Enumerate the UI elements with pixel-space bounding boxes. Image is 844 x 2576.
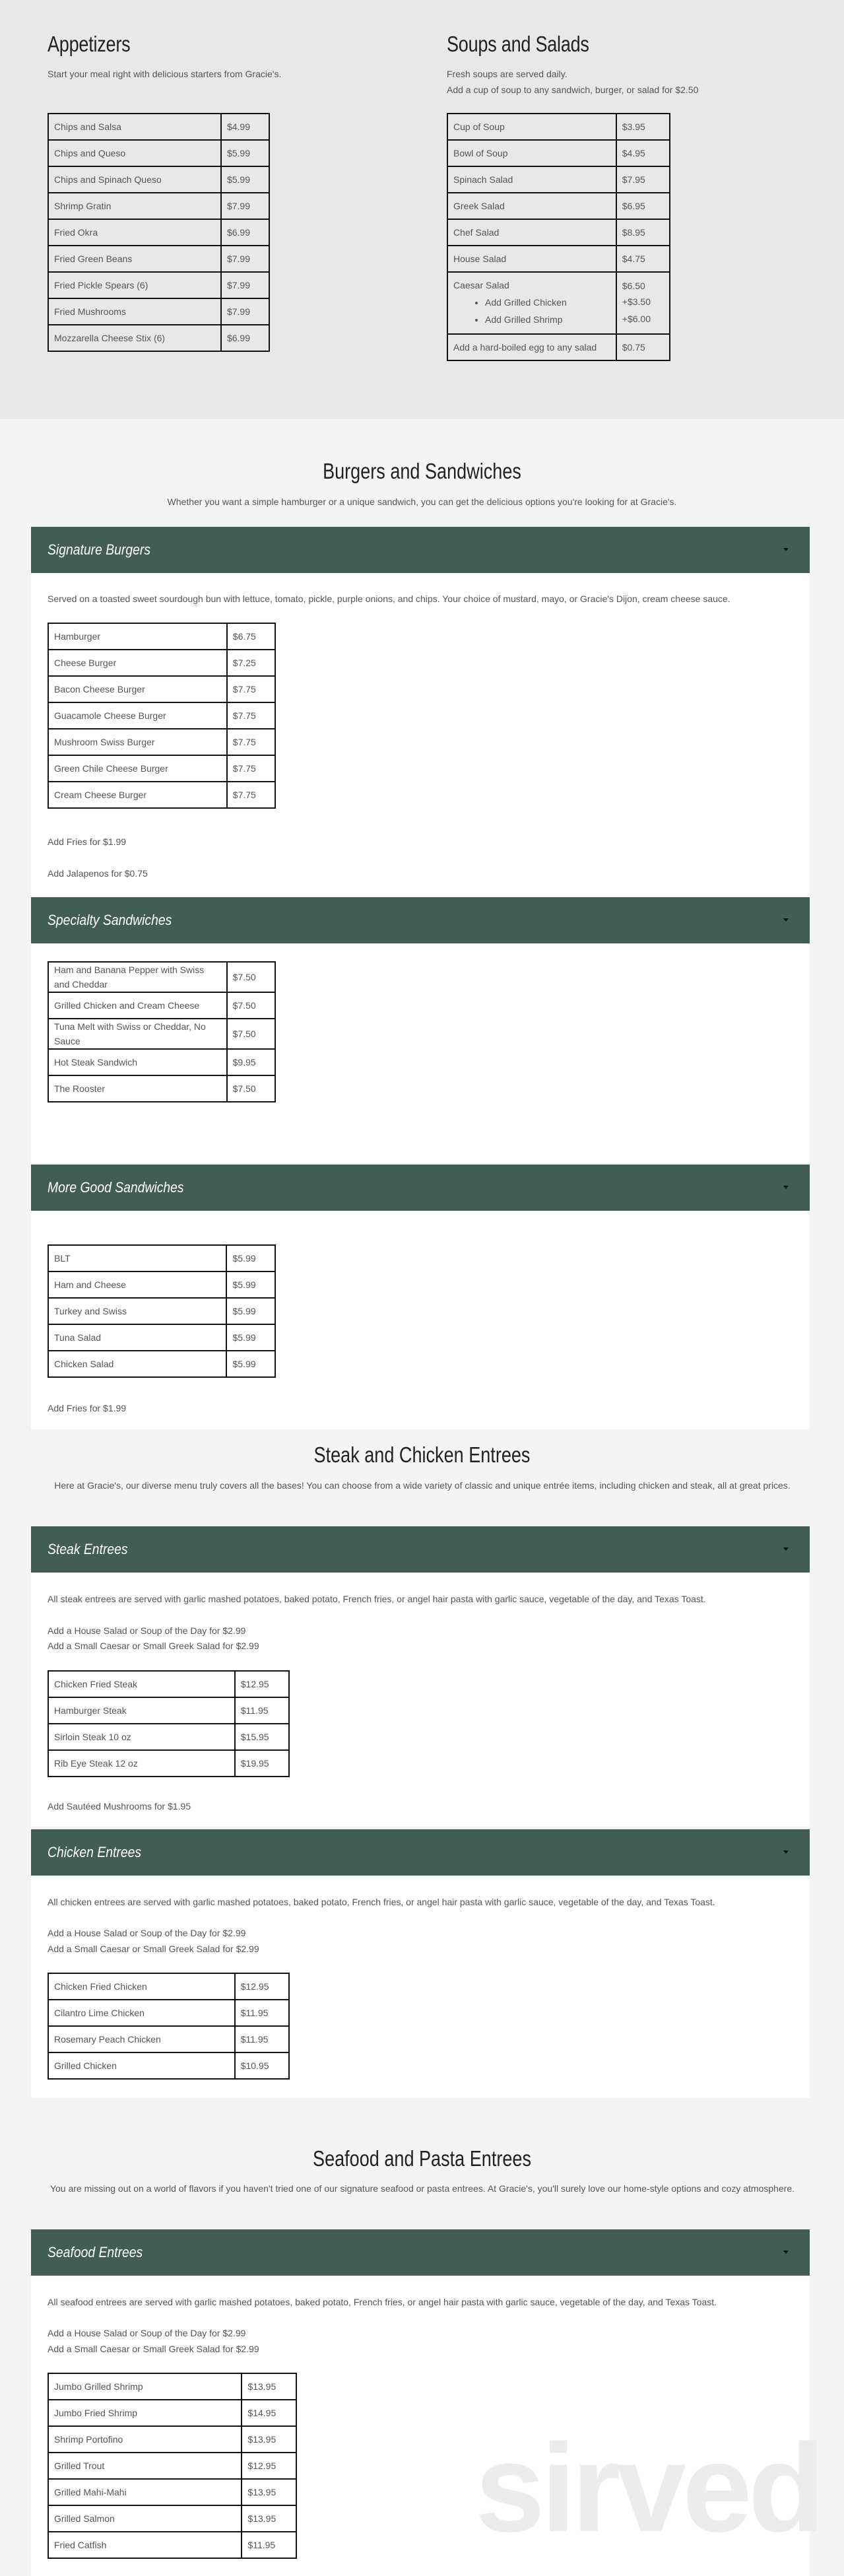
menu-item-name: Spinach Salad <box>447 166 616 193</box>
menu-item-name: Tuna Salad <box>48 1324 226 1351</box>
menu-item-price: $4.75 <box>616 246 670 272</box>
menu-item-row <box>48 325 269 351</box>
steak-section-title: Steak and Chicken Entrees <box>313 1442 531 1467</box>
menu-item-price: $11.95 <box>242 2532 296 2558</box>
menu-item-row <box>48 782 275 808</box>
menu-item-row <box>48 2426 296 2453</box>
menu-item-price: $7.25 <box>227 650 275 676</box>
panel-description: All steak entrees are served with garlic mashed potatoes, baked potato, French fries, or angel hair pasta with garlic sauce, vegetable of the day, and Texas Toast. <box>48 1594 706 1604</box>
menu-item-price: $9.95 <box>227 1049 275 1075</box>
menu-item-row <box>48 702 275 729</box>
chicken-entrees-table <box>48 1973 290 2080</box>
accordion-title: Chicken Entrees <box>48 1844 142 1860</box>
menu-item-row <box>48 1049 275 1075</box>
menu-item-price: $6.95 <box>616 193 670 219</box>
chevron-down-icon <box>783 548 789 551</box>
menu-item-row <box>48 166 269 193</box>
menu-item-row <box>48 298 269 325</box>
menu-item-price: $5.99 <box>221 140 269 166</box>
menu-item-price: $4.95 <box>616 140 670 166</box>
menu-item-name: Grilled Trout <box>48 2453 242 2479</box>
menu-item-price: $5.99 <box>221 166 269 193</box>
menu-item-name: Tuna Melt with Swiss or Cheddar, No Sauce <box>48 1019 227 1049</box>
seafood-section-description: You are missing out on a world of flavors if you haven't tried one of our signature seafood or pasta entrees. At Gracie's, you'll surely love our home-style options and cozy atmosphere. <box>49 2183 795 2194</box>
menu-item-row <box>48 114 269 140</box>
menu-item-name: Chips and Spinach Queso <box>48 166 221 193</box>
menu-item-row <box>48 1298 275 1324</box>
accordion-more-good-sandwiches[interactable] <box>31 1165 810 1211</box>
menu-item-row <box>48 2532 296 2558</box>
menu-item-row <box>48 2373 296 2400</box>
menu-item-row <box>48 2453 296 2479</box>
menu-item-row <box>48 676 275 702</box>
menu-item-name: Chicken Fried Steak <box>48 1671 235 1697</box>
menu-item-name: Green Chile Cheese Burger <box>48 755 227 782</box>
accordion-seafood-entrees[interactable] <box>31 2229 810 2276</box>
menu-item-price: $6.99 <box>221 219 269 246</box>
menu-item-name: House Salad <box>447 246 616 272</box>
menu-item-price: $6.99 <box>221 325 269 351</box>
menu-item-price: $13.95 <box>242 2426 296 2453</box>
menu-item-name: Chips and Salsa <box>48 114 221 140</box>
menu-item-name: Chicken Salad <box>48 1351 226 1377</box>
menu-item-row <box>447 272 670 334</box>
menu-item-price: $5.99 <box>226 1324 275 1351</box>
menu-item-row <box>48 1724 289 1750</box>
menu-item-row <box>48 2479 296 2505</box>
menu-item-price: $7.50 <box>227 992 275 1019</box>
specialty-sandwiches-table <box>48 961 276 1102</box>
menu-item-price: $13.95 <box>242 2479 296 2505</box>
menu-item-name: Ham and Cheese <box>48 1271 226 1298</box>
menu-item-row <box>48 1075 275 1102</box>
menu-item-row <box>447 166 670 193</box>
menu-item-name: Jumbo Grilled Shrimp <box>48 2373 242 2400</box>
menu-item-price: $11.95 <box>235 2026 289 2052</box>
menu-item-row <box>48 193 269 219</box>
chevron-down-icon <box>783 918 789 922</box>
menu-item-name: Chef Salad <box>447 219 616 246</box>
menu-item-name: Mozzarella Cheese Stix (6) <box>48 325 221 351</box>
steak-section-description: Here at Gracie's, our diverse menu truly covers all the bases! You can choose from a wide variety of classic and unique entrée items, including chicken and steak, all at great prices. <box>54 1480 791 1491</box>
panel-add-on: Add a House Salad or Soup of the Day for $2.99 <box>48 2328 246 2338</box>
accordion-title: Seafood Entrees <box>48 2244 143 2260</box>
menu-item-row <box>48 1019 275 1049</box>
menu-item-name: Sirloin Steak 10 oz <box>48 1724 235 1750</box>
menu-item-row <box>48 1324 275 1351</box>
menu-item-price <box>616 272 670 334</box>
menu-item-name: Rosemary Peach Chicken <box>48 2026 235 2052</box>
menu-item-price: $13.95 <box>242 2505 296 2532</box>
chevron-down-icon <box>783 1850 789 1854</box>
menu-item-name: Cream Cheese Burger <box>48 782 227 808</box>
menu-item-name: Hamburger Steak <box>48 1697 235 1724</box>
menu-item-row <box>447 334 670 360</box>
menu-item-price: $15.95 <box>235 1724 289 1750</box>
menu-item-name: Bowl of Soup <box>447 140 616 166</box>
appetizers-table <box>48 113 270 352</box>
menu-item-row <box>48 1697 289 1724</box>
accordion-title: Specialty Sandwiches <box>48 912 172 928</box>
menu-item-price: $8.95 <box>616 219 670 246</box>
menu-item-row <box>48 962 275 992</box>
menu-item-name: Guacamole Cheese Burger <box>48 702 227 729</box>
menu-item-row <box>48 2400 296 2426</box>
menu-item-price: $7.99 <box>221 272 269 298</box>
menu-item-row <box>48 2026 289 2052</box>
menu-item-price: $7.75 <box>227 676 275 702</box>
menu-item-row <box>48 1750 289 1777</box>
menu-item-price: $11.95 <box>235 1697 289 1724</box>
menu-item-price: $7.75 <box>227 755 275 782</box>
menu-item-row <box>48 650 275 676</box>
menu-item-price: $19.95 <box>235 1750 289 1777</box>
menu-item-name: The Rooster <box>48 1075 227 1102</box>
menu-item-price: $5.99 <box>226 1271 275 1298</box>
menu-item-price: $7.50 <box>227 962 275 992</box>
panel-note: Add Sautéed Mushrooms for $1.95 <box>48 1801 191 1812</box>
seafood-section-title: Seafood and Pasta Entrees <box>313 2146 531 2171</box>
menu-item-row <box>447 246 670 272</box>
menu-item-name: Mushroom Swiss Burger <box>48 729 227 755</box>
menu-item-row <box>48 1271 275 1298</box>
menu-item-row <box>447 114 670 140</box>
panel-add-on: Add a Small Caesar or Small Greek Salad for $2.99 <box>48 1944 259 1954</box>
menu-item-price: $12.95 <box>235 1671 289 1697</box>
addon-name: • Add Grilled Chicken <box>485 294 610 311</box>
chevron-down-icon <box>783 1547 789 1551</box>
chevron-down-icon <box>783 2251 789 2254</box>
addon-price: +$6.00 <box>622 314 651 324</box>
panel-description: All seafood entrees are served with garlic mashed potatoes, baked potato, French fries, or angel hair pasta with garlic sauce, vegetable of the day, and Texas Toast. <box>48 2297 717 2307</box>
menu-item-name: Chicken Fried Chicken <box>48 1973 235 2000</box>
menu-item-name: Hamburger <box>48 623 227 650</box>
appetizers-title: Appetizers <box>48 32 131 56</box>
menu-item-price: $7.99 <box>221 246 269 272</box>
addon-price: +$3.50 <box>622 296 651 307</box>
menu-item-price-text: $6.50 <box>622 281 645 291</box>
sirved-watermark: sirved <box>475 2418 821 2558</box>
menu-item-name: Cheese Burger <box>48 650 227 676</box>
panel-add-on: Add a House Salad or Soup of the Day for $2.99 <box>48 1625 246 1636</box>
menu-item-price: $6.75 <box>227 623 275 650</box>
panel-description: All chicken entrees are served with garlic mashed potatoes, baked potato, French fries, or angel hair pasta with garlic sauce, vegetable of the day, and Texas Toast. <box>48 1897 715 1907</box>
menu-item-price: $0.75 <box>616 334 670 360</box>
menu-item-name: Hot Steak Sandwich <box>48 1049 227 1075</box>
menu-item-row <box>447 193 670 219</box>
soups-description: Add a cup of soup to any sandwich, burger, or salad for $2.50 <box>447 85 699 95</box>
menu-item-name: Fried Green Beans <box>48 246 221 272</box>
menu-item-name: Fried Mushrooms <box>48 298 221 325</box>
menu-item-name: Jumbo Fried Shrimp <box>48 2400 242 2426</box>
menu-item-row <box>48 1351 275 1377</box>
menu-item-name: Fried Pickle Spears (6) <box>48 272 221 298</box>
seafood-entrees-table <box>48 2373 297 2559</box>
menu-item-name: Bacon Cheese Burger <box>48 676 227 702</box>
menu-item-name: Rib Eye Steak 12 oz <box>48 1750 235 1777</box>
menu-item-row <box>48 219 269 246</box>
menu-item-row <box>48 1973 289 2000</box>
menu-item-price: $5.99 <box>226 1351 275 1377</box>
panel-add-on: Add a House Salad or Soup of the Day for $2.99 <box>48 1928 246 1938</box>
menu-item-name: Turkey and Swiss <box>48 1298 226 1324</box>
soups-table <box>447 113 670 361</box>
menu-item-row <box>48 2505 296 2532</box>
panel-note: Add Fries for $1.99 <box>48 836 127 847</box>
menu-item-name: Shrimp Portofino <box>48 2426 242 2453</box>
menu-item-price: $4.99 <box>221 114 269 140</box>
menu-item-price: $14.95 <box>242 2400 296 2426</box>
menu-item-row <box>48 1671 289 1697</box>
panel-add-on: Add a Small Caesar or Small Greek Salad for $2.99 <box>48 2344 259 2354</box>
menu-item-row <box>48 755 275 782</box>
menu-item-name: Grilled Chicken <box>48 2052 235 2079</box>
signature-burgers-table <box>48 623 276 809</box>
accordion-title: Steak Entrees <box>48 1541 128 1557</box>
addon-name: • Add Grilled Shrimp <box>485 311 610 328</box>
accordion-signature-burgers[interactable] <box>31 527 810 573</box>
menu-item-row <box>48 140 269 166</box>
addon-list <box>453 294 610 328</box>
menu-item-price: $7.75 <box>227 729 275 755</box>
menu-item-row <box>48 623 275 650</box>
accordion-title: Signature Burgers <box>48 541 151 558</box>
menu-item-row <box>48 246 269 272</box>
panel-note: Add Jalapenos for $0.75 <box>48 868 148 879</box>
panel-description: Served on a toasted sweet sourdough bun with lettuce, tomato, pickle, purple onions, and chips. Your choice of mustard, mayo, or Gracie's Dijon, cream cheese sauce. <box>48 593 730 604</box>
menu-item-name: Grilled Mahi-Mahi <box>48 2479 242 2505</box>
menu-item-row <box>48 272 269 298</box>
menu-item-name: Greek Salad <box>447 193 616 219</box>
menu-item-price: $7.95 <box>616 166 670 193</box>
menu-item-name: Chips and Queso <box>48 140 221 166</box>
menu-item-name: Cup of Soup <box>447 114 616 140</box>
panel-note: Add Fries for $1.99 <box>48 1403 127 1413</box>
menu-item-name-text: Caesar Salad <box>453 280 509 290</box>
menu-item-row <box>447 140 670 166</box>
chevron-down-icon <box>783 1186 789 1189</box>
menu-item-price: $7.50 <box>227 1075 275 1102</box>
menu-item-row <box>48 2052 289 2079</box>
accordion-specialty-sandwiches[interactable] <box>31 897 810 943</box>
appetizers-description: Start your meal right with delicious starters from Gracie's. <box>48 69 282 79</box>
menu-item-price: $5.99 <box>226 1298 275 1324</box>
menu-item-price: $10.95 <box>235 2052 289 2079</box>
menu-item-name: Fried Catfish <box>48 2532 242 2558</box>
menu-item-price: $7.99 <box>221 298 269 325</box>
accordion-steak-entrees[interactable] <box>31 1526 810 1573</box>
menu-item-name: Grilled Chicken and Cream Cheese <box>48 992 227 1019</box>
steak-entrees-table <box>48 1670 290 1777</box>
menu-item-price: $12.95 <box>242 2453 296 2479</box>
menu-item-row <box>48 1245 275 1271</box>
menu-item-price: $12.95 <box>235 1973 289 2000</box>
menu-item-name: Cilantro Lime Chicken <box>48 2000 235 2026</box>
soups-description: Fresh soups are served daily. <box>447 69 568 79</box>
menu-item-price: $7.99 <box>221 193 269 219</box>
menu-item-name: Shrimp Gratin <box>48 193 221 219</box>
burgers-section-title: Burgers and Sandwiches <box>323 459 521 483</box>
accordion-chicken-entrees[interactable] <box>31 1829 810 1876</box>
menu-item-price: $7.75 <box>227 702 275 729</box>
menu-item-price: $7.75 <box>227 782 275 808</box>
burgers-section-description: Whether you want a simple hamburger or a unique sandwich, you can get the delicious options you're looking for at Gracie's. <box>167 496 677 507</box>
menu-item-row <box>48 729 275 755</box>
menu-item-row <box>48 2000 289 2026</box>
menu-item-row <box>48 992 275 1019</box>
menu-item-name: Add a hard-boiled egg to any salad <box>447 334 616 360</box>
menu-item-price: $11.95 <box>235 2000 289 2026</box>
menu-item-name: Fried Okra <box>48 219 221 246</box>
menu-item-price: $13.95 <box>242 2373 296 2400</box>
menu-item-name: Ham and Banana Pepper with Swiss and Cheddar <box>48 962 227 992</box>
panel-add-on: Add a Small Caesar or Small Greek Salad for $2.99 <box>48 1641 259 1651</box>
more-good-sandwiches-table <box>48 1244 276 1378</box>
accordion-title: More Good Sandwiches <box>48 1179 184 1196</box>
menu-item-name <box>447 272 616 334</box>
soups-title: Soups and Salads <box>447 32 589 56</box>
menu-item-row <box>447 219 670 246</box>
menu-item-name: Grilled Salmon <box>48 2505 242 2532</box>
menu-item-price: $5.99 <box>226 1245 275 1271</box>
menu-item-name: BLT <box>48 1245 226 1271</box>
menu-item-price: $7.50 <box>227 1019 275 1049</box>
menu-item-price: $3.95 <box>616 114 670 140</box>
